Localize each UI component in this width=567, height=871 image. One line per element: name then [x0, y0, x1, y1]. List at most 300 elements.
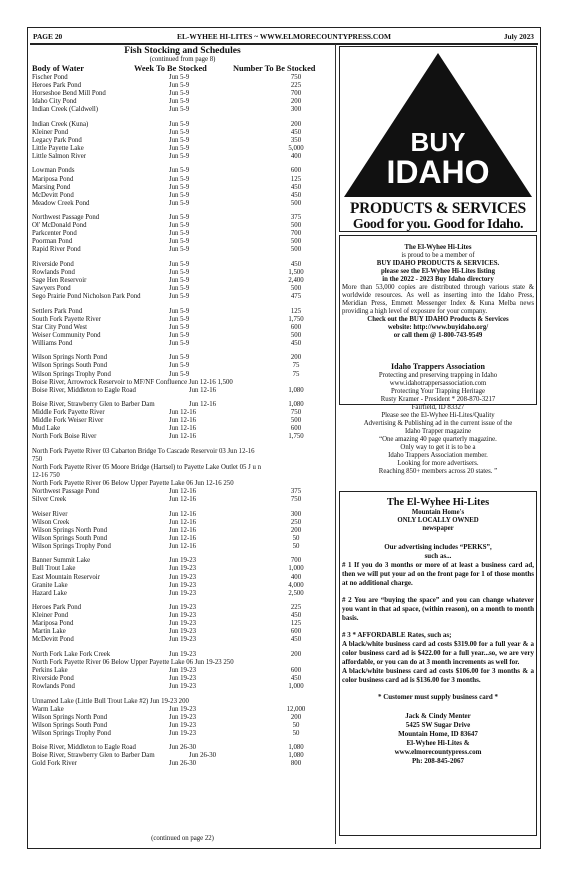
stock-number: 200: [290, 526, 302, 534]
row-text: North Fork Payette River 05 Moore Bridge (Hartsel) to Payette Lake Outlet 05 J u n: [32, 463, 261, 471]
hilites-sub-1: Mountain Home's: [411, 509, 465, 516]
table-row: [30, 675, 335, 683]
stock-number: 1,080: [288, 744, 304, 752]
water-name: East Mountain Reservoir: [32, 573, 100, 581]
stock-number: 1,080: [288, 752, 304, 760]
table-row: [30, 387, 335, 395]
water-name: Gold Fork River: [32, 760, 77, 768]
stock-number: 500: [290, 238, 302, 246]
trappers-line: Protecting Your Trapping Heritage: [390, 388, 486, 395]
stock-week: Jun 5-9: [169, 277, 190, 285]
stock-week: Jun 5-9: [169, 339, 190, 347]
ad-slogan: Good for you. Good for Idaho.: [352, 217, 524, 232]
water-name: Rowlands Pond: [32, 683, 75, 691]
table-row: [30, 246, 335, 254]
stock-number: 1,750: [288, 433, 304, 441]
stock-number: 800: [290, 760, 302, 768]
stock-number: 500: [290, 246, 302, 254]
member-website: website: http://www.buyidaho.org/: [387, 324, 489, 331]
stock-week: Jun 19-23: [169, 557, 196, 565]
table-row: [30, 433, 335, 441]
table-row: [30, 582, 335, 590]
water-name: Weiser River: [32, 510, 68, 518]
stock-week: Jun 12-16: [189, 401, 216, 409]
trappers-line: Idaho Trapper magazine: [404, 428, 472, 435]
stock-week: Jun 19-23: [169, 628, 196, 636]
buy-idaho-logo: [342, 49, 534, 199]
stock-number: 500: [290, 285, 302, 293]
row-text: 750: [32, 455, 43, 463]
stock-week: Jun 5-9: [169, 230, 190, 238]
stock-number: 50: [292, 542, 300, 550]
hilites-sub-2: ONLY LOCALLY OWNED: [397, 517, 479, 524]
water-name: Wilson Springs Trophy Pond: [32, 542, 111, 550]
water-name: Lowman Ponds: [32, 167, 75, 175]
table-row: [30, 362, 335, 370]
water-name: Fischer Pond: [32, 74, 68, 81]
stock-number: 225: [290, 604, 302, 612]
trappers-line: Reaching 850+ members across 20 states. ”: [378, 468, 498, 475]
perks-line-1: Our advertising includes “PERKS”,: [384, 543, 492, 551]
stock-number: 50: [292, 721, 300, 729]
water-name: Little Payette Lake: [32, 144, 84, 152]
stock-week: Jun 19-23: [169, 636, 196, 644]
water-name: Boise River, Middleton to Eagle Road: [32, 744, 136, 752]
water-name: Perkins Lake: [32, 667, 68, 674]
water-name: Northwest Passage Pond: [32, 214, 100, 222]
stock-week: Jun 5-9: [169, 214, 190, 222]
hilites-sub-3: newspaper: [422, 525, 454, 532]
stock-week: Jun 12-16: [169, 433, 196, 441]
table-row: [30, 332, 335, 340]
member-line-3: BUY IDAHO PRODUCTS & SERVICES.: [376, 260, 500, 267]
stock-number: 700: [290, 230, 302, 238]
stock-number: 450: [290, 339, 302, 347]
table-row: [30, 106, 335, 114]
water-name: Mud Lake: [32, 425, 61, 433]
water-name: Mariposa Pond: [32, 620, 74, 628]
table-row: [30, 744, 335, 752]
stock-number: 4,000: [288, 581, 304, 589]
stock-number: 450: [290, 675, 302, 683]
table-row: [30, 153, 335, 161]
stock-number: 500: [290, 222, 302, 230]
table-row: [30, 238, 335, 246]
stock-week: Jun 19-23: [169, 620, 196, 628]
header-title: EL-WYHEE HI-LITES ~ WWW.ELMORECOUNTYPRESS.COM: [177, 32, 391, 41]
table-row: [30, 496, 335, 504]
table-row: [30, 456, 335, 464]
fish-stocking-column: [30, 44, 336, 844]
stock-number: 1,000: [288, 565, 304, 573]
stock-week: Jun 5-9: [169, 354, 190, 362]
stock-number: 125: [290, 175, 302, 183]
table-row: [30, 293, 335, 301]
contact-names: Jack & Cindy Menter: [405, 712, 471, 720]
row-text: North Fork Payette River 06 Below Upper Payette Lake 06 Jun 12-16 250: [32, 480, 234, 488]
table-row: [30, 261, 335, 269]
trappers-line: “One amazing 40 page quarterly magazine.: [379, 436, 497, 443]
table-row: [30, 269, 335, 277]
member-line-4: please see the El-Wyhee Hi-Lites listing: [381, 268, 495, 275]
table-row: [30, 527, 335, 535]
stock-week: Jun 19-23: [169, 683, 196, 691]
contact-street: 5425 SW Sugar Drive: [405, 721, 471, 729]
table-row: [30, 519, 335, 527]
stock-number: 750: [290, 496, 302, 504]
stock-week: Jun 5-9: [169, 331, 190, 339]
trappers-line: Fairfield, ID 83327: [411, 404, 465, 411]
table-row: [30, 565, 335, 573]
stock-number: 375: [290, 488, 302, 496]
water-name: North Fork Boise River: [32, 433, 97, 441]
issue-date: July 2023: [503, 32, 534, 41]
row-text: 12-16 750: [32, 472, 60, 480]
stock-number: 125: [290, 307, 302, 315]
stock-number: 600: [290, 323, 302, 331]
page-number: PAGE 20: [33, 32, 63, 41]
table-row: [30, 543, 335, 551]
stock-week: Jun 5-9: [169, 370, 190, 378]
hilites-ad: [339, 491, 537, 836]
stock-week: Jun 5-9: [169, 199, 190, 207]
stock-week: Jun 26-30: [189, 752, 216, 760]
water-name: Mariposa Pond: [32, 175, 74, 183]
water-name: Rapid River Pond: [32, 246, 81, 254]
water-name: Poorman Pond: [32, 238, 73, 246]
water-name: Wilson Springs South Pond: [32, 721, 108, 729]
stock-week: Jun 12-16: [169, 542, 196, 550]
table-row: [30, 472, 335, 480]
stock-week: Jun 19-23: [169, 650, 196, 658]
table-row: [30, 760, 335, 768]
stock-week: Jun 5-9: [169, 222, 190, 230]
contact-website: www.elmorecountypress.com: [394, 748, 482, 756]
stock-week: Jun 5-9: [169, 183, 190, 191]
stock-week: Jun 19-23: [169, 721, 196, 729]
stock-number: 50: [292, 534, 300, 542]
water-name: Wilson Springs South Pond: [32, 362, 108, 370]
water-name: Silver Creek: [32, 496, 67, 504]
table-row: [30, 612, 335, 620]
stock-week: Jun 12-16: [169, 518, 196, 526]
stock-week: Jun 12-16: [169, 534, 196, 542]
stock-week: Jun 5-9: [169, 260, 190, 268]
stock-number: 450: [290, 191, 302, 199]
member-line-5: in the 2022 - 2023 Buy Idaho directory: [382, 276, 494, 283]
logo-word-buy: BUY: [410, 127, 466, 157]
stock-number: 200: [290, 120, 302, 128]
stock-week: Jun 5-9: [169, 268, 190, 276]
water-name: Banner Summit Lake: [32, 557, 91, 565]
stock-week: Jun 5-9: [169, 175, 190, 183]
stock-number: 75: [292, 362, 300, 370]
table-row: [30, 683, 335, 691]
table-row: [30, 511, 335, 519]
col-header-number: Number To Be Stocked: [233, 64, 316, 73]
perks-line-2: such as...: [424, 552, 452, 560]
water-name: Wilson Creek: [32, 518, 70, 526]
row-text: Unnamed Lake (Little Bull Trout Lake #2) Jun 19-23 200: [32, 697, 189, 705]
stock-week: Jun 5-9: [169, 120, 190, 128]
stock-week: Jun 12-16: [169, 510, 196, 518]
table-row: [30, 121, 335, 129]
table-row: [30, 137, 335, 145]
table-row: [30, 488, 335, 496]
table-row: [30, 667, 335, 675]
stock-week: Jun 19-23: [169, 581, 196, 589]
stock-number: 350: [290, 136, 302, 144]
table-row: [30, 184, 335, 192]
table-row: [30, 535, 335, 543]
table-row: [30, 354, 335, 362]
stock-number: 200: [290, 354, 302, 362]
table-row: [30, 277, 335, 285]
stock-week: Jun 5-9: [169, 246, 190, 254]
stock-number: 600: [290, 628, 302, 636]
stock-number: 600: [290, 425, 302, 433]
water-name: Warm Lake: [32, 705, 64, 713]
table-row: [30, 340, 335, 348]
water-name: Wilson Springs North Pond: [32, 713, 108, 721]
stock-week: Jun 5-9: [169, 74, 190, 81]
stock-number: 1,000: [288, 683, 304, 691]
table-row: [30, 409, 335, 417]
col-header-water: Body of Water: [32, 64, 84, 73]
trappers-line: Looking for more advertisers.: [397, 460, 479, 467]
stock-number: 1,080: [288, 401, 304, 409]
stock-week: Jun 5-9: [169, 144, 190, 152]
row-text: Boise River, Arrowrock Reservoir to MF/NF Confluence Jun 12-16 1,500: [32, 378, 233, 386]
perk-2: # 2 You are “buying the space” and you can change whatever you want in that ad space, (within reason), on a month to month basis.: [342, 596, 534, 622]
water-name: Parkcenter Pond: [32, 230, 77, 238]
stock-week: Jun 19-23: [169, 612, 196, 620]
contact-paper: El-Wyhee Hi-Lites &: [406, 739, 470, 747]
water-name: Kleiner Pond: [32, 128, 69, 136]
water-name: Middle Fork Payette River: [32, 409, 105, 417]
contact-city: Mountain Home, ID 83647: [398, 730, 478, 738]
stock-number: 750: [290, 74, 302, 81]
stock-week: Jun 26-30: [169, 760, 196, 768]
stock-number: 500: [290, 417, 302, 425]
stock-week: Jun 19-23: [169, 604, 196, 612]
stock-week: Jun 19-23: [169, 667, 196, 674]
table-row: [30, 316, 335, 324]
stock-number: 600: [290, 167, 302, 175]
stock-week: Jun 5-9: [169, 136, 190, 144]
table-row: [30, 604, 335, 612]
table-row: [30, 90, 335, 98]
trappers-line: Advertising & Publishing ad in the current issue of the: [363, 420, 513, 427]
table-row: [30, 74, 335, 82]
stock-number: 700: [290, 90, 302, 98]
water-name: Middle Fork Weiser River: [32, 417, 104, 425]
trappers-line: Protecting and preserving trapping in Idaho: [378, 372, 498, 379]
table-row: [30, 464, 335, 472]
hilites-title: The El-Wyhee Hi-Lites: [386, 497, 490, 508]
water-name: Bull Trout Lake: [32, 565, 76, 573]
table-row: [30, 480, 335, 488]
stock-number: 75: [292, 370, 300, 378]
stock-week: Jun 12-16: [169, 425, 196, 433]
table-row: [30, 308, 335, 316]
stock-number: 750: [290, 409, 302, 417]
trappers-notice: [339, 362, 537, 476]
water-name: Boise River, Middleton to Eagle Road: [32, 386, 136, 394]
water-name: Northwest Passage Pond: [32, 488, 100, 496]
stock-number: 450: [290, 128, 302, 136]
table-row: [30, 371, 335, 379]
stock-number: 400: [290, 573, 302, 581]
table-row: [30, 730, 335, 738]
water-name: Boise River, Strawberry Glen to Barber Dam: [32, 401, 155, 409]
table-row: [30, 200, 335, 208]
table-row: [30, 192, 335, 200]
water-name: Little Salmon River: [32, 152, 86, 160]
fish-table: [30, 74, 335, 769]
water-name: Sage Hen Reservoir: [32, 277, 87, 285]
stock-week: Jun 5-9: [169, 152, 190, 160]
stock-number: 200: [290, 713, 302, 721]
perk-3: # 3 * AFFORDABLE Rates, such as; A black/white business card ad costs $319.00 for a full year & a color business card ad is $422.00 for a full year...so, we are very affordable, or you can do at 3 month increments as well for. A black/white business card ad costs $106.00 for 3 months & a color business card ad is $136.00 for 3 months.: [342, 631, 534, 684]
water-name: Ol' McDonald Pond: [32, 222, 87, 230]
trappers-line: www.idahotrappersassociation.com: [389, 380, 487, 387]
stock-number: 500: [290, 199, 302, 207]
water-name: Hazard Lake: [32, 589, 67, 597]
water-name: McDevitt Pond: [32, 191, 74, 199]
water-name: Star City Pond West: [32, 323, 88, 331]
water-name: Riverside Pond: [32, 260, 74, 268]
stock-week: Jun 5-9: [169, 293, 190, 301]
table-row: [30, 129, 335, 137]
stock-number: 450: [290, 612, 302, 620]
water-name: Rowlands Pond: [32, 268, 75, 276]
stock-number: 250: [290, 518, 302, 526]
table-row: [30, 448, 335, 456]
table-row: [30, 82, 335, 90]
stock-week: Jun 19-23: [169, 565, 196, 573]
stock-number: 50: [292, 729, 300, 737]
stock-number: 375: [290, 214, 302, 222]
water-name: Idaho City Pond: [32, 98, 77, 106]
stock-week: Jun 12-16: [169, 417, 196, 425]
water-name: Wilson Springs South Pond: [32, 534, 108, 542]
stock-number: 400: [290, 152, 302, 160]
stock-number: 450: [290, 183, 302, 191]
stock-number: 200: [290, 650, 302, 658]
water-name: Granite Lake: [32, 581, 68, 589]
stock-week: Jun 5-9: [169, 90, 190, 98]
water-name: McDevitt Pond: [32, 636, 74, 644]
stock-number: 300: [290, 106, 302, 114]
table-row: [30, 659, 335, 667]
table-row: [30, 620, 335, 628]
table-row: [30, 651, 335, 659]
stock-number: 450: [290, 636, 302, 644]
stock-number: 500: [290, 331, 302, 339]
water-name: Settlers Park Pond: [32, 307, 83, 315]
stock-number: 225: [290, 82, 302, 90]
stock-week: Jun 19-23: [169, 675, 196, 683]
stock-number: 700: [290, 557, 302, 565]
table-row: [30, 698, 335, 706]
water-name: Heroes Park Pond: [32, 604, 82, 612]
buy-idaho-ad: [339, 46, 537, 232]
table-row: [30, 417, 335, 425]
stock-week: Jun 5-9: [169, 285, 190, 293]
water-name: Wilson Springs Trophy Pond: [32, 729, 111, 737]
stock-week: Jun 5-9: [169, 315, 190, 323]
stock-week: Jun 5-9: [169, 362, 190, 370]
stock-number: 2,400: [288, 277, 304, 285]
fish-title: Fish Stocking and Schedules: [124, 45, 241, 56]
member-phone: or call them @ 1-800-743-9549: [393, 332, 483, 339]
stock-number: 1,080: [288, 386, 304, 394]
stock-number: 475: [290, 293, 302, 301]
stock-week: Jun 5-9: [169, 191, 190, 199]
table-row: [30, 557, 335, 565]
stock-week: Jun 19-23: [169, 573, 196, 581]
trappers-heading: Idaho Trappers Association: [391, 362, 485, 371]
water-name: Legacy Park Pond: [32, 136, 82, 144]
water-name: Williams Pond: [32, 339, 73, 347]
table-row: [30, 590, 335, 598]
supply-note: * Customer must supply business card *: [377, 693, 499, 701]
stock-number: 1,750: [288, 315, 304, 323]
stock-week: Jun 12-16: [169, 496, 196, 504]
table-row: [30, 425, 335, 433]
stock-week: Jun 12-16: [169, 526, 196, 534]
trappers-line: Only way to get it is to be a: [400, 444, 476, 451]
stock-week: Jun 5-9: [169, 98, 190, 106]
table-row: [30, 176, 335, 184]
stock-week: Jun 19-23: [169, 713, 196, 721]
table-row: [30, 98, 335, 106]
table-row: [30, 285, 335, 293]
row-text: North Fork Payette River 06 Below Upper Payette Lake 06 Jun 19-23 250: [32, 658, 234, 666]
stock-week: Jun 19-23: [169, 589, 196, 597]
stock-number: 2,500: [288, 589, 304, 597]
perk-1: # 1 If you do 3 months or more of at least a business card ad, then we will put your ad on the front page for 1 of those months at no additional charge.: [342, 561, 534, 587]
table-row: [30, 167, 335, 175]
stock-number: 5,000: [288, 144, 304, 152]
stock-week: Jun 5-9: [169, 167, 190, 175]
water-name: Indian Creek (Kuna): [32, 120, 89, 128]
water-name: Sego Prairie Pond Nicholson Park Pond: [32, 293, 141, 301]
table-row: [30, 574, 335, 582]
table-row: [30, 628, 335, 636]
water-name: Martin Lake: [32, 628, 66, 636]
stock-week: Jun 5-9: [169, 307, 190, 315]
water-name: Wilson Springs Trophy Pond: [32, 370, 111, 378]
stock-week: Jun 5-9: [169, 238, 190, 246]
water-name: Kleiner Pond: [32, 612, 69, 620]
member-check-1: Check out the BUY IDAHO Products & Services: [367, 316, 509, 323]
stock-week: Jun 12-16: [169, 409, 196, 417]
stock-week: Jun 12-16: [169, 488, 196, 496]
water-name: Indian Creek (Caldwell): [32, 106, 99, 114]
stock-number: 300: [290, 510, 302, 518]
ad-products-services: PRODUCTS & SERVICES: [350, 200, 526, 217]
table-row: [30, 636, 335, 644]
continued-note: (continued on page 22): [151, 835, 214, 842]
trappers-line: Idaho Trappers Association member.: [388, 452, 488, 459]
water-name: Weiser Community Pond: [32, 331, 101, 339]
stock-week: Jun 26-30: [169, 744, 196, 752]
table-row: [30, 706, 335, 714]
member-body: More than 53,000 copies are distributed through various state & worldwide resources. As well as inserting into the Idaho Press, Meridian Press, Emmett Messenger Index & Kuna Melba news providing a high level of exposure for your company.: [342, 284, 534, 315]
stock-week: Jun 5-9: [169, 323, 190, 331]
